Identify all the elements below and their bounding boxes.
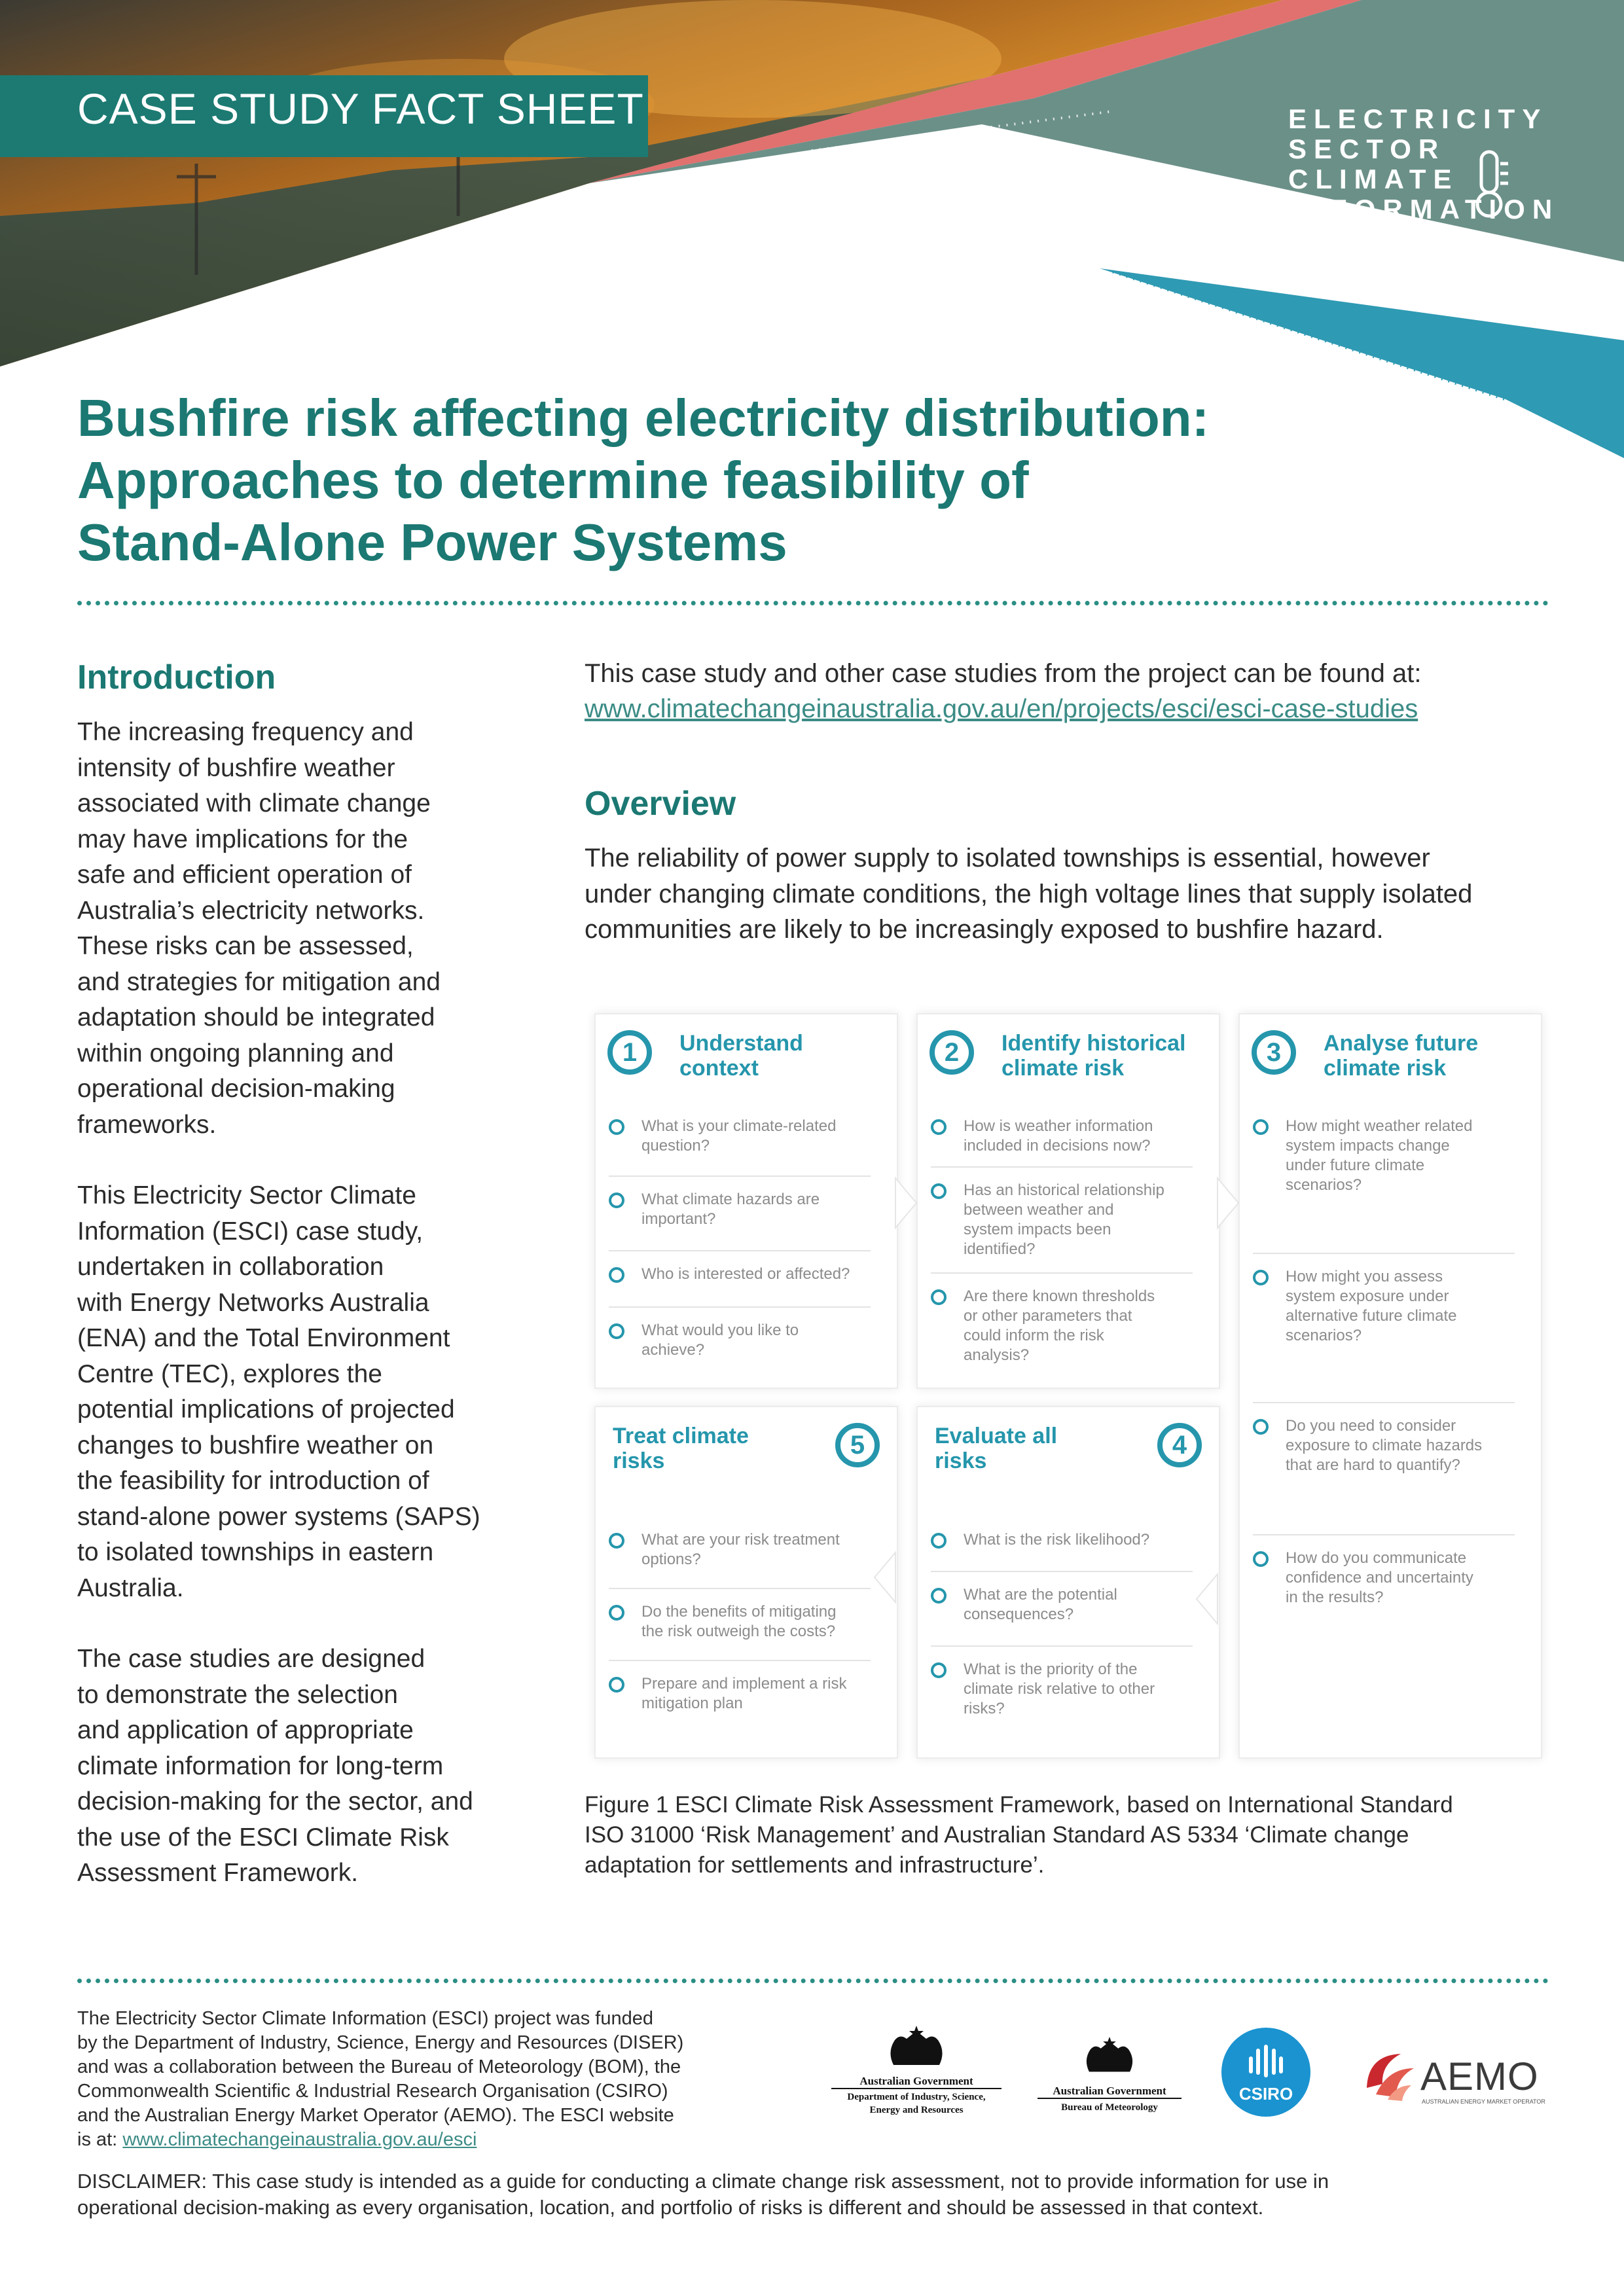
intro-line: intensity of bushfire weather xyxy=(77,753,395,782)
framework-question xyxy=(964,1585,1199,1624)
intro-line: adaptation should be integrated xyxy=(77,1003,435,1031)
framework-question xyxy=(641,1602,877,1641)
intro-line: operational decision-making xyxy=(77,1075,395,1103)
question-bullet-icon xyxy=(931,1533,947,1549)
question-bullet-icon xyxy=(1253,1119,1269,1135)
intro-line: Assessment Framework. xyxy=(77,1859,359,1887)
question-line: How might you assess xyxy=(1286,1268,1443,1285)
intro-line: Australia’s electricity networks. xyxy=(77,896,425,925)
disclaimer-line: operational decision-making as every organisation, location, and portfolio of risks is different and should be assessed in that context. xyxy=(77,2196,1264,2219)
step-number-badge: 2 xyxy=(929,1030,974,1075)
question-divider xyxy=(609,1250,871,1251)
intro-line: This Electricity Sector Climate xyxy=(77,1181,416,1210)
intro-line: with Energy Networks Australia xyxy=(77,1288,429,1317)
question-bullet-icon xyxy=(931,1289,947,1305)
question-bullet-icon xyxy=(609,1677,624,1693)
question-line: Do the benefits of mitigating xyxy=(641,1603,837,1621)
intro-line: decision-making for the sector, and xyxy=(77,1787,473,1816)
question-line: How might weather related xyxy=(1286,1117,1473,1135)
funding-line: by the Department of Industry, Science, Energy and Resources (DISER) xyxy=(77,2032,684,2053)
framework-question xyxy=(964,1181,1199,1259)
logo-line: PROJECT xyxy=(1288,224,1469,255)
step-title-line: Identify historical xyxy=(1001,1031,1186,1056)
step-title-line: risks xyxy=(613,1448,665,1473)
question-line: Do you need to consider xyxy=(1286,1417,1456,1435)
question-line: scenarios? xyxy=(1286,1327,1362,1344)
aemo-swirl-icon xyxy=(1362,2049,1416,2102)
question-line: How is weather information xyxy=(964,1117,1153,1135)
step-title-line: Analyse future xyxy=(1324,1031,1479,1056)
step-number-badge: 1 xyxy=(607,1030,652,1075)
question-bullet-icon xyxy=(1253,1270,1269,1285)
intro-line: frameworks. xyxy=(77,1110,217,1139)
question-line: system impacts change xyxy=(1286,1137,1450,1155)
caption-line: ISO 31000 ‘Risk Management’ and Australian Standard AS 5334 ‘Climate change xyxy=(585,1822,1409,1848)
question-line: consequences? xyxy=(964,1605,1074,1623)
question-line: important? xyxy=(641,1210,716,1228)
question-bullet-icon xyxy=(931,1119,947,1135)
step-title-line: context xyxy=(679,1056,759,1081)
question-bullet-icon xyxy=(1253,1551,1269,1567)
title-line: Stand-Alone Power Systems xyxy=(77,513,787,571)
question-divider xyxy=(609,1660,871,1661)
framework-question xyxy=(964,1117,1199,1156)
question-line: or other parameters that xyxy=(964,1307,1132,1325)
intro-line: The case studies are designed xyxy=(77,1645,425,1673)
question-bullet-icon xyxy=(931,1662,947,1678)
diser-label: Energy and Resources xyxy=(869,2105,964,2115)
question-divider xyxy=(931,1571,1193,1572)
question-line: confidence and uncertainty xyxy=(1286,1569,1473,1587)
funding-line: and was a collaboration between the Bureau of Meteorology (BOM), the xyxy=(77,2056,681,2077)
fact-sheet-tag: CASE STUDY FACT SHEET xyxy=(77,84,644,133)
aemo-subtitle: AUSTRALIAN ENERGY MARKET OPERATOR xyxy=(1422,2098,1545,2105)
step-number-badge: 4 xyxy=(1157,1423,1202,1467)
logo-node-dots xyxy=(1236,230,1290,242)
website-line xyxy=(77,2128,843,2152)
intro-paragraph xyxy=(77,715,549,1143)
question-line: exposure to climate hazards xyxy=(1286,1437,1483,1454)
question-line: scenarios? xyxy=(1286,1176,1362,1194)
disclaimer-line: DISCLAIMER: This case study is intended as a guide for conducting a climate change risk assessment, not to provide information for use in xyxy=(77,2170,1329,2193)
overview-line: under changing climate conditions, the high voltage lines that supply isolated xyxy=(585,879,1473,908)
question-line: system impacts been xyxy=(964,1221,1111,1238)
question-divider xyxy=(931,1166,1193,1168)
diser-label: Australian Government xyxy=(831,2075,1001,2089)
intro-line: within ongoing planning and xyxy=(77,1039,394,1067)
csiro-bars-icon xyxy=(1246,2045,1286,2079)
question-line: the risk outweigh the costs? xyxy=(641,1623,836,1640)
framework-question xyxy=(964,1660,1199,1719)
title-line: Bushfire risk affecting electricity distribution: xyxy=(77,389,1210,447)
case-study-lead: This case study and other case studies from the project can be found at: xyxy=(585,659,1422,688)
intro-line: safe and efficient operation of xyxy=(77,861,412,889)
overview-line: communities are likely to be increasingly exposed to bushfire hazard. xyxy=(585,915,1384,944)
question-bullet-icon xyxy=(931,1588,947,1604)
aemo-wordmark: AEMO xyxy=(1420,2054,1539,2098)
intro-line: changes to bushfire weather on xyxy=(77,1431,434,1460)
question-divider xyxy=(931,1272,1193,1274)
intro-line: (ENA) and the Total Environment xyxy=(77,1324,450,1352)
step-title-line: climate risk xyxy=(1324,1056,1447,1081)
question-line: alternative future climate xyxy=(1286,1307,1457,1325)
intro-line: the use of the ESCI Climate Risk xyxy=(77,1823,449,1852)
funding-line: The Electricity Sector Climate Information (ESCI) project was funded xyxy=(77,2008,653,2029)
introduction-heading: Introduction xyxy=(77,658,276,696)
question-line: analysis? xyxy=(964,1346,1030,1364)
funding-line: and the Australian Energy Market Operator (AEMO). The ESCI website xyxy=(77,2105,674,2126)
question-line: Has an historical relationship xyxy=(964,1181,1164,1199)
intro-line: Australia. xyxy=(77,1573,184,1602)
step-number-badge: 3 xyxy=(1252,1030,1296,1075)
intro-line: The increasing frequency and xyxy=(77,718,414,746)
step-title-line: Understand xyxy=(679,1031,803,1056)
question-line: under future climate xyxy=(1286,1157,1425,1174)
question-divider xyxy=(609,1588,871,1589)
question-divider xyxy=(1253,1253,1515,1254)
logo-line: SECTOR xyxy=(1288,134,1446,164)
question-bullet-icon xyxy=(609,1533,624,1549)
intro-line: Centre (TEC), explores the xyxy=(77,1359,383,1388)
csiro-wordmark: CSIRO xyxy=(1238,2084,1293,2104)
logo-line: ELECTRICITY xyxy=(1288,103,1548,134)
question-bullet-icon xyxy=(609,1323,624,1339)
csiro-logo xyxy=(1221,2028,1310,2117)
question-line: risks? xyxy=(964,1700,1005,1717)
framework-question xyxy=(964,1287,1199,1365)
intro-line: climate information for long-term xyxy=(77,1751,444,1780)
logo-line: INFORMATION xyxy=(1288,194,1560,224)
question-line: What climate hazards are xyxy=(641,1191,820,1208)
question-line: identified? xyxy=(964,1240,1036,1258)
government-crest-icon xyxy=(1077,2037,1142,2079)
caption-line: Figure 1 ESCI Climate Risk Assessment Framework, based on International Standard xyxy=(585,1792,1453,1818)
question-bullet-icon xyxy=(609,1119,624,1135)
overview-line: The reliability of power supply to isolated townships is essential, however xyxy=(585,844,1430,872)
question-divider xyxy=(1253,1402,1515,1403)
intro-line: to demonstrate the selection xyxy=(77,1680,398,1709)
intro-line: stand-alone power systems (SAPS) xyxy=(77,1502,480,1531)
question-line: How do you communicate xyxy=(1286,1549,1467,1567)
step-title-line: Evaluate all xyxy=(935,1424,1058,1448)
case-studies-link[interactable]: www.climatechangeinaustralia.gov.au/en/projects/esci/esci-case-studies xyxy=(585,694,1418,723)
step-number-badge: 5 xyxy=(835,1423,880,1467)
question-line: What is the risk likelihood? xyxy=(964,1531,1150,1549)
intro-line: may have implications for the xyxy=(77,825,408,853)
question-bullet-icon xyxy=(931,1183,947,1199)
question-line: Are there known thresholds xyxy=(964,1287,1155,1305)
intro-line: undertaken in collaboration xyxy=(77,1253,384,1281)
framework-question xyxy=(1286,1549,1521,1607)
bom-label: Bureau of Meteorology xyxy=(1061,2102,1158,2113)
question-divider xyxy=(931,1645,1193,1647)
footer-divider xyxy=(77,1979,1549,1983)
figure-caption xyxy=(585,1790,1560,1880)
overview-heading: Overview xyxy=(585,785,736,823)
question-line: included in decisions now? xyxy=(964,1137,1151,1155)
question-line: that are hard to quantify? xyxy=(1286,1456,1460,1474)
question-line: What are your risk treatment xyxy=(641,1531,840,1549)
intro-line: and strategies for mitigation and xyxy=(77,967,441,996)
intro-line: the feasibility for introduction of xyxy=(77,1467,429,1495)
question-line: system exposure under xyxy=(1286,1287,1449,1305)
government-crest-icon xyxy=(880,2026,952,2073)
intro-line: and application of appropriate xyxy=(77,1716,414,1744)
question-line: options? xyxy=(641,1551,701,1568)
framework-question xyxy=(1286,1267,1521,1346)
question-line: question? xyxy=(641,1137,710,1155)
question-bullet-icon xyxy=(609,1193,624,1208)
framework-question xyxy=(964,1530,1199,1550)
step-title-line: Treat climate xyxy=(613,1424,749,1448)
question-line: mitigation plan xyxy=(641,1695,743,1712)
question-divider xyxy=(609,1175,871,1177)
question-line: Who is interested or affected? xyxy=(641,1265,850,1283)
framework-question xyxy=(641,1190,877,1229)
question-bullet-icon xyxy=(609,1605,624,1621)
framework-question xyxy=(1286,1416,1521,1475)
question-line: in the results? xyxy=(1286,1588,1384,1606)
step-title-line: climate risk xyxy=(1001,1056,1125,1081)
intro-line: to isolated townships in eastern xyxy=(77,1538,434,1566)
framework-question xyxy=(641,1530,877,1570)
intro-line: potential implications of projected xyxy=(77,1395,455,1424)
funding-statement xyxy=(77,2007,843,2152)
question-line: could inform the risk xyxy=(964,1327,1104,1344)
overview-body xyxy=(585,840,1560,948)
intro-line: Information (ESCI) case study, xyxy=(77,1217,424,1246)
website-lead: is at: xyxy=(77,2129,123,2150)
framework-question xyxy=(1286,1117,1521,1195)
question-line: climate risk relative to other xyxy=(964,1680,1155,1698)
question-line: What is your climate-related xyxy=(641,1117,837,1135)
arrow-2-to-3 xyxy=(1218,1178,1238,1228)
question-line: achieve? xyxy=(641,1341,705,1359)
arrow-1-to-2 xyxy=(895,1178,916,1228)
title-divider xyxy=(77,601,1549,605)
framework-question xyxy=(641,1117,877,1156)
question-bullet-icon xyxy=(609,1267,624,1283)
framework-question xyxy=(641,1265,877,1284)
logo-line: CLIMATE xyxy=(1288,164,1459,194)
question-divider xyxy=(1253,1534,1515,1535)
question-divider xyxy=(609,1306,871,1308)
diser-label: Department of Industry, Science, xyxy=(847,2092,986,2102)
question-line: What is the priority of the xyxy=(964,1660,1138,1678)
intro-paragraph xyxy=(77,1641,549,1892)
intro-paragraph xyxy=(77,1178,549,1606)
question-bullet-icon xyxy=(1253,1419,1269,1435)
intro-line: associated with climate change xyxy=(77,789,431,817)
question-line: What would you like to xyxy=(641,1321,799,1339)
introduction-body xyxy=(77,715,549,1892)
question-line: between weather and xyxy=(964,1201,1114,1219)
intro-line: These risks can be assessed, xyxy=(77,932,414,960)
step-title-line: risks xyxy=(935,1448,987,1473)
question-line: What are the potential xyxy=(964,1586,1117,1604)
framework-question xyxy=(641,1321,877,1360)
caption-line: adaptation for settlements and infrastructure’. xyxy=(585,1852,1045,1878)
question-line: Prepare and implement a risk xyxy=(641,1675,847,1693)
bom-label: Australian Government xyxy=(1038,2085,1182,2099)
disclaimer xyxy=(77,2168,1550,2221)
title-line: Approaches to determine feasibility of xyxy=(77,451,1029,509)
esci-website-link[interactable]: www.climatechangeinaustralia.gov.au/esci xyxy=(122,2129,477,2150)
framework-question xyxy=(641,1674,877,1713)
funding-line: Commonwealth Scientific & Industrial Research Organisation (CSIRO) xyxy=(77,2081,668,2102)
